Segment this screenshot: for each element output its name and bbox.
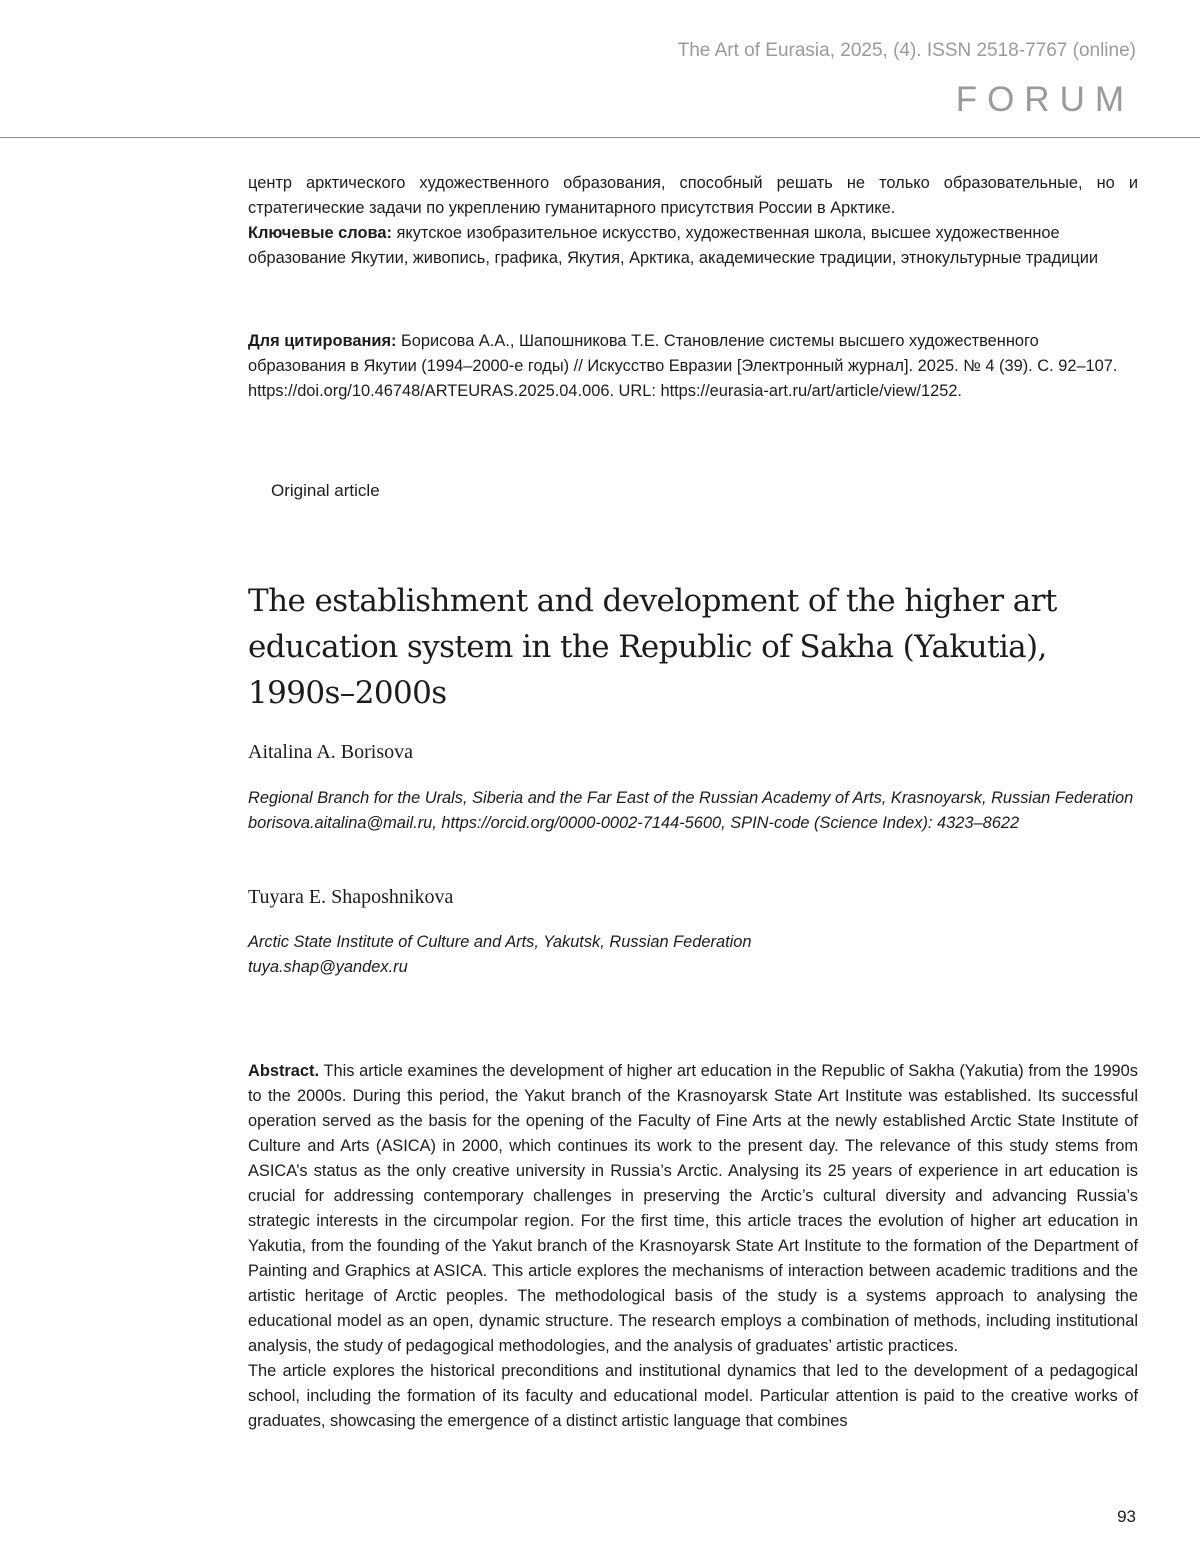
author-affiliation: Regional Branch for the Urals, Siberia and the Far East of the Russian Academy of Arts, Krasnoyarsk, Russian Federation <box>248 789 1134 807</box>
article-title: The establishment and development of the higher art education system in the Republic of Sakha (Yakutia), 1990s–2000s <box>248 583 1057 711</box>
section-label: FORUM <box>955 80 1134 119</box>
abstract-paragraph <box>248 1059 1138 1359</box>
abstract-text: This article examines the development of higher art education in the Republic of Sakha (Yakutia) from the 1990s to the 2000s. During this period, the Yakut branch of the Krasnoyarsk State Art Institute was established. Its successful operation served as the basis for the opening of the Faculty of Fine Arts at the newly established Arctic State Institute of Culture and Arts (ASICA) in 2000, which continues its work to the present day. The relevance of this study stems from ASICA’s status as the only creative university in Russia’s Arctic. Analysing its 25 years of experience in art education is crucial for addressing contemporary challenges in preserving the Arctic’s cultural diversity and advancing Russia’s strategic interests in the circumpolar region. For the first time, this article traces the evolution of higher art education in Yakutia, from the founding of the Yakut branch of the Krasnoyarsk State Art Institute to the formation of the Department of Painting and Graphics at ASICA. This article explores the mechanisms of interaction between academic traditions and the artistic heritage of Arctic peoples. The methodological basis of the study is a systems approach to analysing the educational model as an open, dynamic structure. The research employs a combination of methods, including institutional analysis, the study of pedagogical methodologies, and the analysis of graduates’ artistic practices. <box>248 1062 1138 1355</box>
author-block <box>248 741 1138 764</box>
page-number: 93 <box>1117 1507 1136 1526</box>
author-affiliation: Arctic State Institute of Culture and Arts, Yakutsk, Russian Federation <box>248 933 752 951</box>
abstract-paragraph: The article explores the historical preconditions and institutional dynamics that led to the development of a pedagogical school, including the formation of its faculty and educational model. Particular attention is paid to the creative works of graduates, showcasing the emergence of a distinct artistic language that combines <box>248 1362 1138 1430</box>
header-divider <box>0 137 1200 138</box>
author-affiliation-block <box>248 930 1138 980</box>
citation-label: Для цитирования: <box>248 332 397 350</box>
abstract-label: Abstract. <box>248 1062 320 1080</box>
citation-text: Борисова А.А., Шапошникова Т.Е. Становление системы высшего художественного образования в Якутии (1994–2000-е годы) // Искусство Евразии [Электронный журнал]. 2025. № 4 (39). С. 92–107. https://doi.org/10.46748/ARTEURAS.2025.04.006. URL: https://eurasia-art.ru/art/article/view/1252. <box>248 332 1118 400</box>
russian-abstract-tail: центр арктического художественного образования, способный решать не только образовательные, но и стратегические задачи по укреплению гуманитарного присутствия России в Арктике. <box>248 174 1138 217</box>
citation <box>248 329 1138 404</box>
author-name: Aitalina A. Borisova <box>248 741 413 763</box>
russian-keywords <box>248 221 1138 271</box>
keywords-text: якутское изобразительное искусство, художественная школа, высшее художественное образование Якутии, живопись, графика, Якутия, Арктика, академические традиции, этнокультурные традиции <box>248 224 1099 267</box>
author-name: Tuyara E. Shaposhnikova <box>248 886 454 908</box>
citation-block <box>248 329 1138 404</box>
abstract-section <box>248 1059 1138 1434</box>
author-affiliation-block <box>248 786 1138 836</box>
keywords-label: Ключевые слова: <box>248 224 392 242</box>
journal-header: The Art of Eurasia, 2025, (4). ISSN 2518-7767 (online) <box>677 40 1136 61</box>
author-block <box>248 886 1138 909</box>
author-contacts: tuya.shap@yandex.ru <box>248 958 408 976</box>
author-contacts: borisova.aitalina@mail.ru, https://orcid.org/0000-0002-7144-5600, SPIN-code (Science Index): 4323–8622 <box>248 814 1020 832</box>
russian-summary <box>248 171 1138 271</box>
article-type: Original article <box>271 481 380 500</box>
